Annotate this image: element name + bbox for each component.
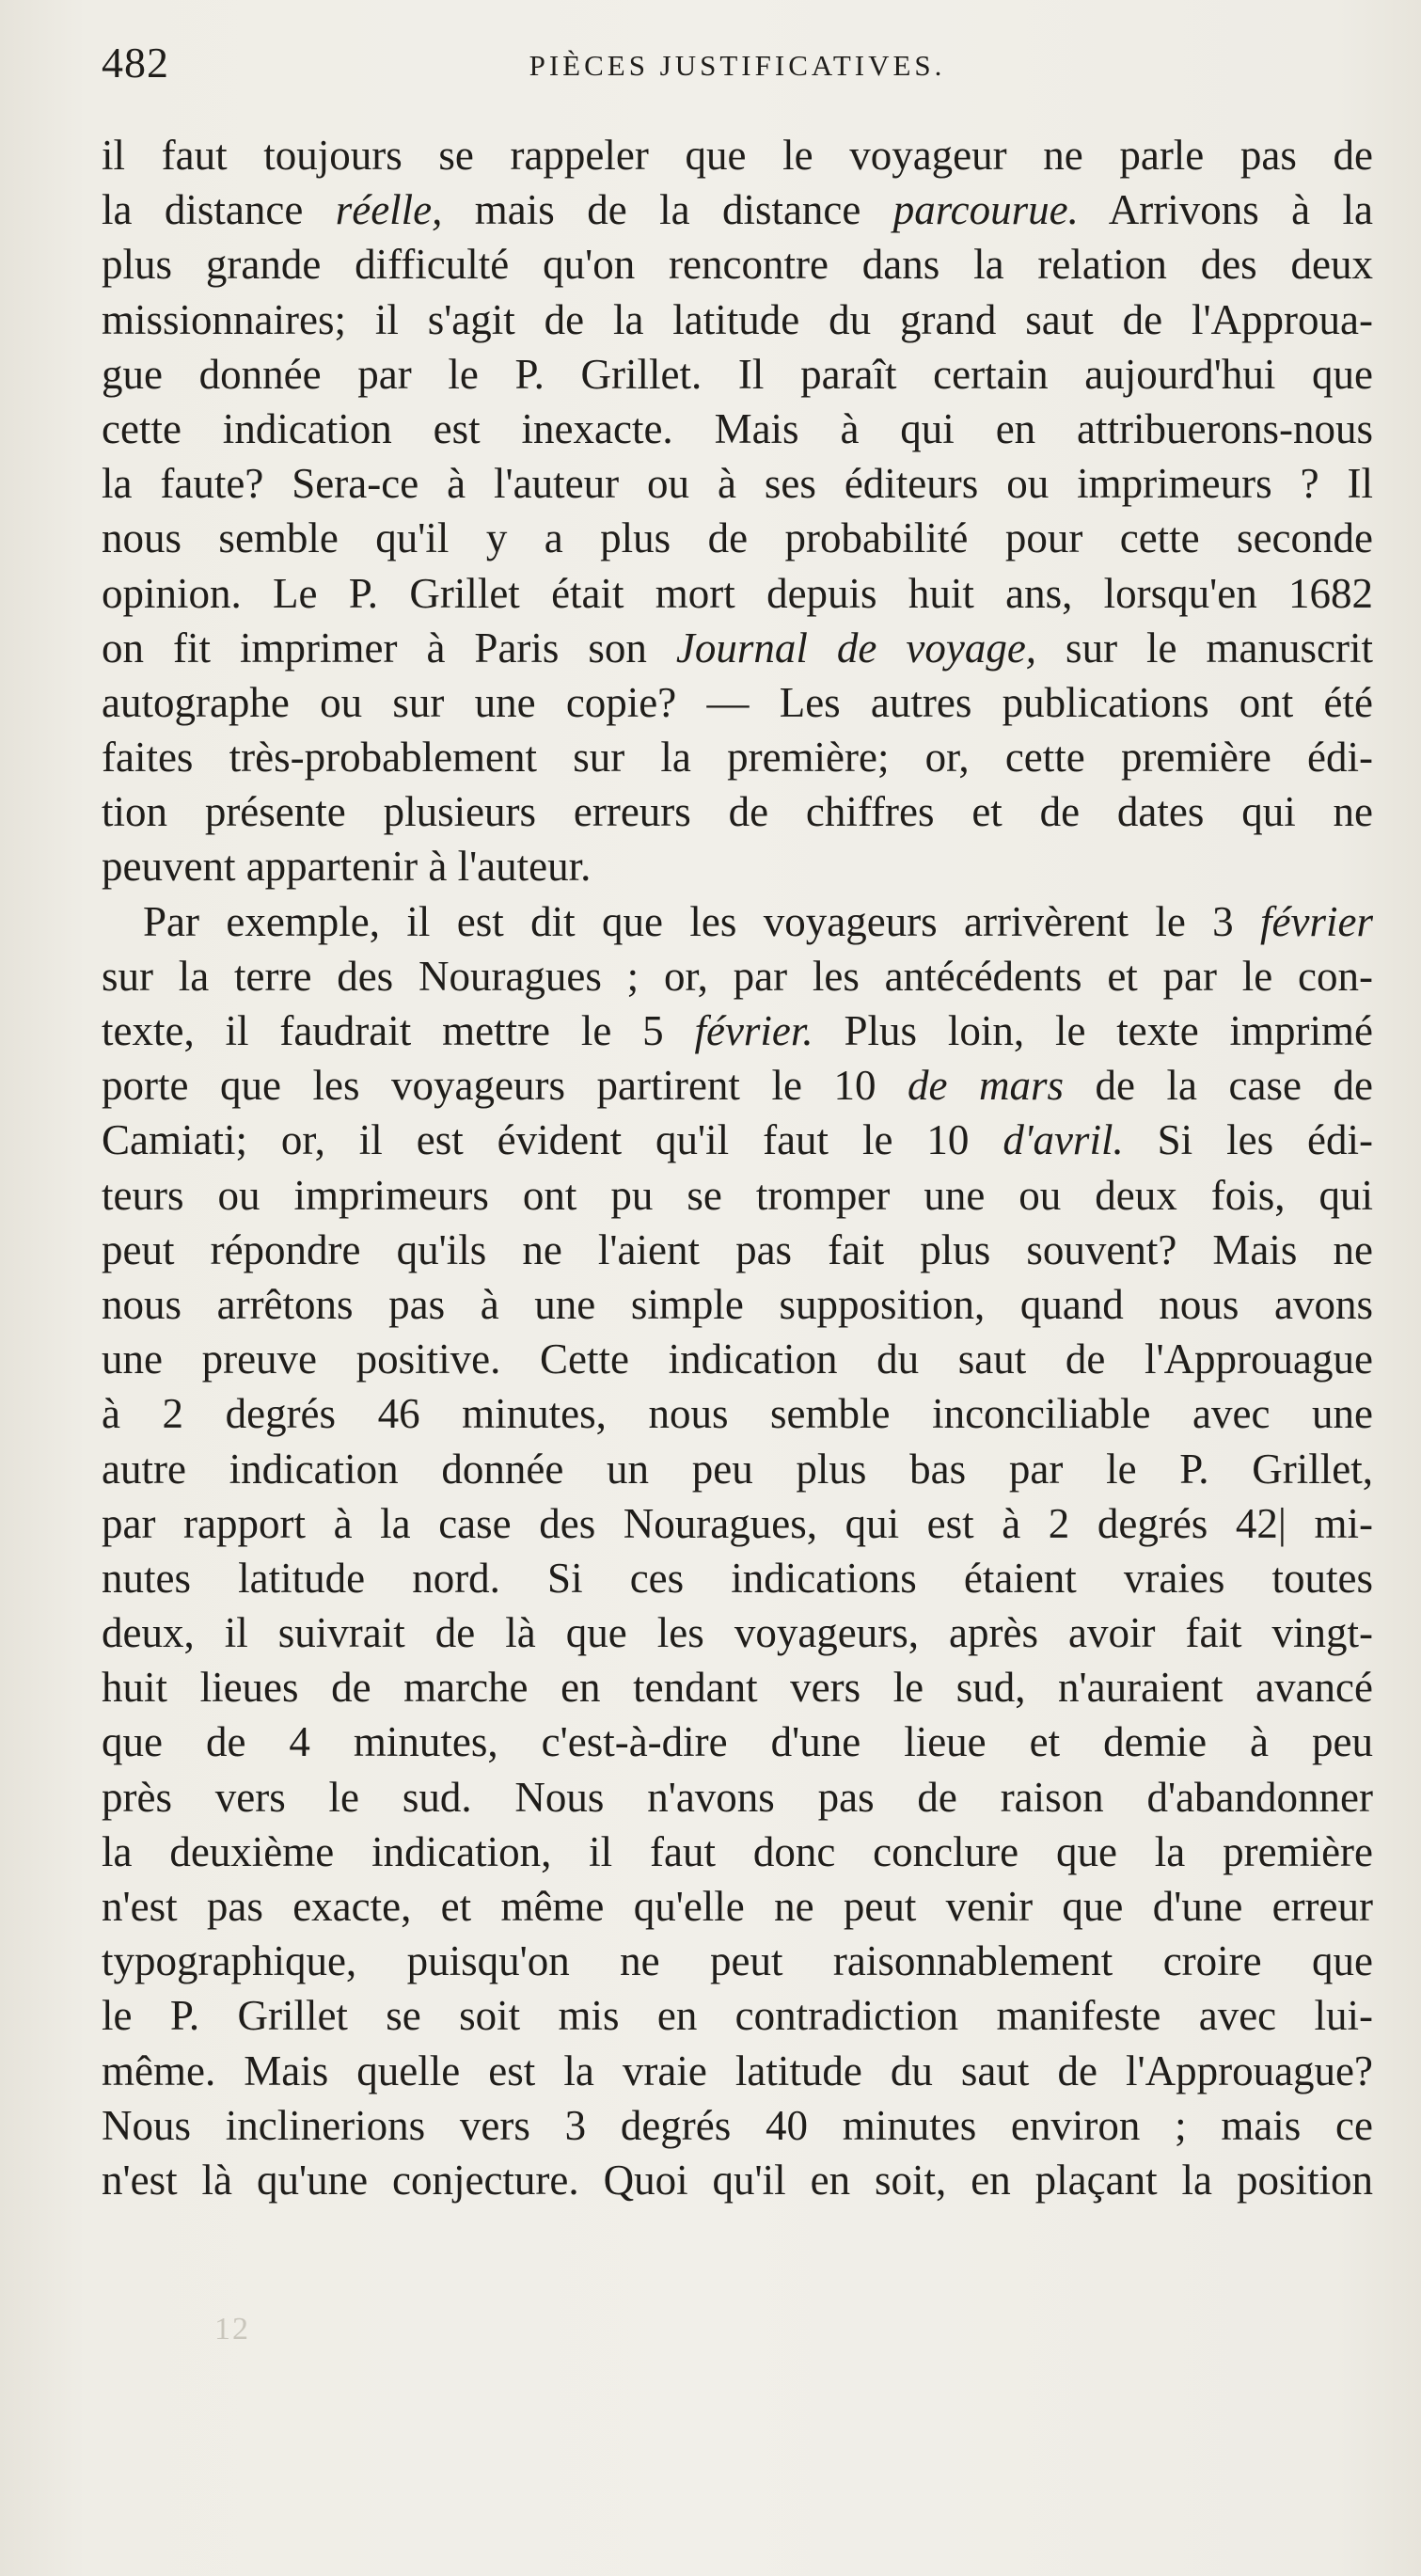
text-line: que de 4 minutes, c'est-à-dire d'une lieue et demie à peu — [102, 1718, 1373, 1766]
text-line: deux, il suivrait de là que les voyageurs, après avoir fait vingt- — [102, 1609, 1373, 1657]
text-line: typographique, puisqu'on ne peut raisonnablement croire que — [102, 1937, 1373, 1985]
signature-mark: 12 — [214, 2312, 250, 2347]
text-line: nous arrêtons pas à une simple supposition, quand nous avons — [102, 1280, 1373, 1328]
text-line: plus grande difficulté qu'on rencontre dans la relation des deux — [102, 241, 1373, 289]
text-line: cette indication est inexacte. Mais à qui en attribuerons-nous — [102, 404, 1373, 452]
text-line: la distance réelle, mais de la distance parcourue. Arrivons à la — [102, 186, 1373, 234]
page-number: 482 — [102, 39, 169, 87]
emphasis: février — [1260, 897, 1373, 945]
emphasis: de mars — [907, 1062, 1065, 1110]
running-head — [102, 38, 1373, 94]
emphasis: d'avril. — [1003, 1116, 1124, 1164]
emphasis: parcourue. — [892, 186, 1079, 234]
text-line: le P. Grillet se soit mis en contradiction manifeste avec lui- — [102, 1992, 1373, 2040]
text-line: gue donnée par le P. Grillet. Il paraît certain aujourd'hui que — [102, 350, 1373, 398]
text-line: autre indication donnée un peu plus bas par le P. Grillet, — [102, 1445, 1373, 1493]
text-line: on fit imprimer à Paris son Journal de voyage, sur le manuscrit — [102, 624, 1373, 672]
text-line: teurs ou imprimeurs ont pu se tromper une ou deux fois, qui — [102, 1171, 1373, 1219]
text-line: missionnaires; il s'agit de la latitude du grand saut de l'Approua- — [102, 295, 1373, 343]
text-line: huit lieues de marche en tendant vers le sud, n'auraient avancé — [102, 1664, 1373, 1712]
text-line: une preuve positive. Cette indication du saut de l'Approuague — [102, 1335, 1373, 1383]
body-text — [102, 128, 1373, 2207]
text-line: nous semble qu'il y a plus de probabilité pour cette seconde — [102, 514, 1373, 562]
text-line: nutes latitude nord. Si ces indications étaient vraies toutes — [102, 1554, 1373, 1602]
text-line: près vers le sud. Nous n'avons pas de raison d'abandonner — [102, 1773, 1373, 1821]
text-line: n'est là qu'une conjecture. Quoi qu'il en soit, en plaçant la position — [102, 2156, 1373, 2204]
text-line: texte, il faudrait mettre le 5 février. Plus loin, le texte imprimé — [102, 1007, 1373, 1054]
emphasis: Journal de voyage, — [675, 624, 1037, 672]
emphasis: février. — [694, 1007, 813, 1054]
text-line: il faut toujours se rappeler que le voyageur ne parle pas de — [102, 132, 1373, 179]
text-line: même. Mais quelle est la vraie latitude du saut de l'Approuague? — [102, 2047, 1373, 2094]
running-head-title: PIÈCES JUSTIFICATIVES. — [529, 49, 946, 82]
text-line: faites très-probablement sur la première; or, cette première édi- — [102, 734, 1373, 782]
text-line: Camiati; or, il est évident qu'il faut le 10 d'avril. Si les édi- — [102, 1116, 1373, 1164]
text-line: sur la terre des Nouragues ; or, par les antécédents et par le con- — [102, 952, 1373, 1000]
text-line: par rapport à la case des Nouragues, qui est à 2 degrés 42| mi- — [102, 1499, 1373, 1547]
text-line: n'est pas exacte, et même qu'elle ne peut venir que d'une erreur — [102, 1883, 1373, 1930]
text-line: la deuxième indication, il faut donc conclure que la première — [102, 1827, 1373, 1875]
text-line: peuvent appartenir à l'auteur. — [102, 843, 592, 891]
text-line: Nous inclinerions vers 3 degrés 40 minutes environ ; mais ce — [102, 2101, 1373, 2149]
text-line: tion présente plusieurs erreurs de chiffres et de dates qui ne — [102, 788, 1373, 836]
text-line: porte que les voyageurs partirent le 10 de mars de la case de — [102, 1062, 1373, 1110]
text-line: peut répondre qu'ils ne l'aient pas fait plus souvent? Mais ne — [102, 1225, 1373, 1273]
text-line: à 2 degrés 46 minutes, nous semble inconciliable avec une — [102, 1390, 1373, 1438]
text-line: Par exemple, il est dit que les voyageurs arrivèrent le 3 février — [143, 897, 1373, 945]
emphasis: réelle, — [335, 186, 443, 234]
text-line: la faute? Sera-ce à l'auteur ou à ses éditeurs ou imprimeurs ? Il — [102, 460, 1373, 508]
text-line: opinion. Le P. Grillet était mort depuis huit ans, lorsqu'en 1682 — [102, 569, 1373, 617]
text-line: autographe ou sur une copie? — Les autres publications ont été — [102, 678, 1373, 726]
